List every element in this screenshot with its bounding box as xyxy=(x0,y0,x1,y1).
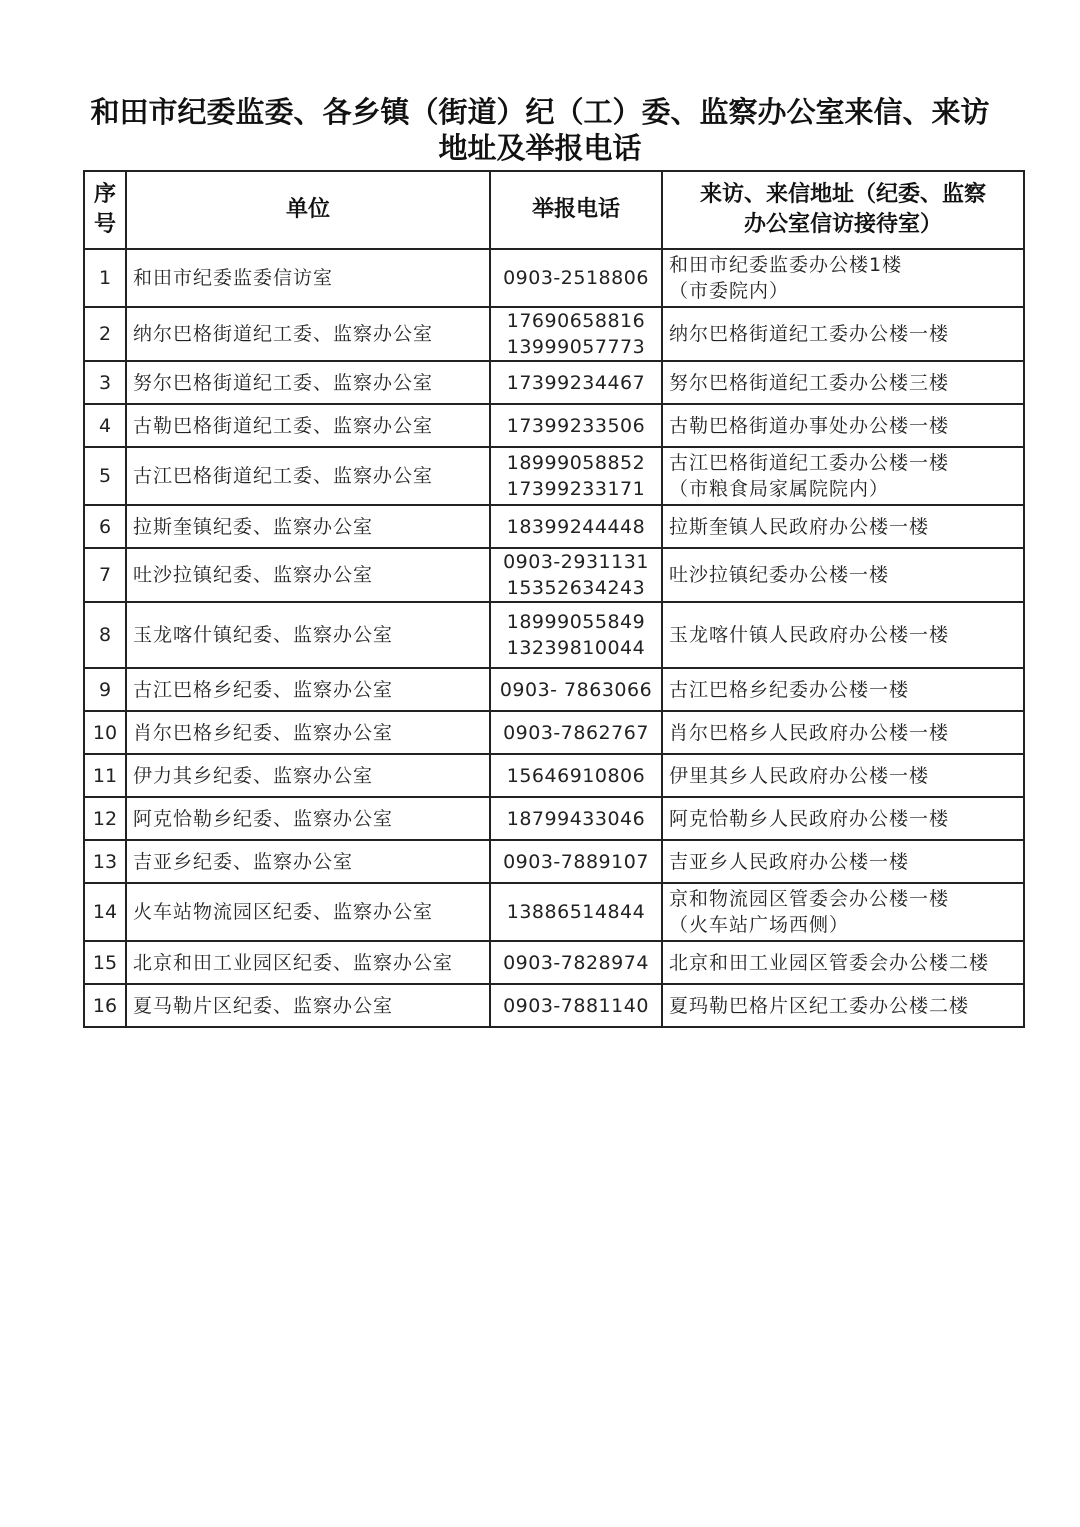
table-row xyxy=(84,602,1024,668)
cell-unit: 和田市纪委监委信访室 xyxy=(126,249,490,307)
phone-number: 0903-7828974 xyxy=(503,951,649,974)
phone-number: 15646910806 xyxy=(506,764,646,787)
table-row xyxy=(84,404,1024,447)
table-row xyxy=(84,307,1024,361)
cell-index: 9 xyxy=(84,668,126,711)
table-row xyxy=(84,754,1024,797)
cell-address xyxy=(662,602,1024,668)
phone-number: 15352634243 xyxy=(506,577,646,599)
table-row xyxy=(84,361,1024,404)
phone-number: 0903- 7863066 xyxy=(499,678,653,701)
cell-address xyxy=(662,447,1024,505)
cell-phone xyxy=(490,984,662,1027)
phone-number: 17399233171 xyxy=(506,478,646,500)
cell-index: 2 xyxy=(84,307,126,361)
cell-address xyxy=(662,883,1024,941)
cell-address xyxy=(662,249,1024,307)
cell-unit: 肖尔巴格乡纪委、监察办公室 xyxy=(126,711,490,754)
cell-address xyxy=(662,797,1024,840)
table-row xyxy=(84,668,1024,711)
cell-address xyxy=(662,668,1024,711)
cell-index: 15 xyxy=(84,941,126,984)
cell-phone xyxy=(490,941,662,984)
address-text: 古勒巴格街道办事处办公楼一楼 xyxy=(669,414,950,437)
table-row xyxy=(84,249,1024,307)
phone-number: 17399233506 xyxy=(506,414,646,437)
phone-number: 18399244448 xyxy=(506,515,646,538)
cell-unit: 北京和田工业园区纪委、监察办公室 xyxy=(126,941,490,984)
phone-number: 13239810044 xyxy=(506,637,646,659)
cell-unit: 伊力其乡纪委、监察办公室 xyxy=(126,754,490,797)
phone-number: 17690658816 xyxy=(506,310,646,332)
address-text: 纳尔巴格街道纪工委办公楼一楼 xyxy=(669,323,950,345)
phone-number: 17399234467 xyxy=(506,371,646,394)
address-text: 古江巴格乡纪委办公楼一楼 xyxy=(669,678,910,701)
table-body xyxy=(84,249,1024,1027)
address-text: 北京和田工业园区管委会办公楼二楼 xyxy=(669,951,990,974)
cell-index: 16 xyxy=(84,984,126,1027)
phone-number: 13999057773 xyxy=(506,336,646,358)
cell-unit: 吐沙拉镇纪委、监察办公室 xyxy=(126,548,490,602)
address-text: 伊里其乡人民政府办公楼一楼 xyxy=(669,764,930,787)
table-row xyxy=(84,984,1024,1027)
table-row xyxy=(84,548,1024,602)
cell-phone xyxy=(490,883,662,941)
cell-unit: 努尔巴格街道纪工委、监察办公室 xyxy=(126,361,490,404)
address-text: 肖尔巴格乡人民政府办公楼一楼 xyxy=(669,721,950,744)
cell-index: 1 xyxy=(84,249,126,307)
cell-phone xyxy=(490,548,662,602)
cell-phone xyxy=(490,711,662,754)
cell-phone xyxy=(490,447,662,505)
cell-index: 10 xyxy=(84,711,126,754)
phone-number: 0903-7889107 xyxy=(503,850,649,873)
cell-unit: 吉亚乡纪委、监察办公室 xyxy=(126,840,490,883)
phone-number: 18999058852 xyxy=(506,452,646,474)
table-row xyxy=(84,505,1024,548)
cell-address xyxy=(662,404,1024,447)
table-row xyxy=(84,883,1024,941)
address-text: 和田市纪委监委办公楼1楼 （市委院内） xyxy=(669,254,903,302)
cell-index: 3 xyxy=(84,361,126,404)
cell-unit: 纳尔巴格街道纪工委、监察办公室 xyxy=(126,307,490,361)
cell-phone xyxy=(490,668,662,711)
cell-unit: 古勒巴格街道纪工委、监察办公室 xyxy=(126,404,490,447)
table-row xyxy=(84,711,1024,754)
phone-number: 0903-7862767 xyxy=(503,721,649,744)
cell-phone xyxy=(490,505,662,548)
address-text: 吉亚乡人民政府办公楼一楼 xyxy=(669,850,910,873)
cell-index: 4 xyxy=(84,404,126,447)
phone-number: 18799433046 xyxy=(506,807,646,830)
cell-index: 7 xyxy=(84,548,126,602)
cell-unit: 古江巴格乡纪委、监察办公室 xyxy=(126,668,490,711)
cell-unit: 古江巴格街道纪工委、监察办公室 xyxy=(126,447,490,505)
page-title-line-1: 和田市纪委监委、各乡镇（街道）纪（工）委、监察办公室来信、来访 xyxy=(90,95,990,129)
table-row xyxy=(84,797,1024,840)
cell-phone xyxy=(490,797,662,840)
cell-address xyxy=(662,361,1024,404)
cell-unit: 火车站物流园区纪委、监察办公室 xyxy=(126,883,490,941)
cell-address xyxy=(662,711,1024,754)
phone-number: 0903-2931131 xyxy=(503,551,649,573)
cell-unit: 玉龙喀什镇纪委、监察办公室 xyxy=(126,602,490,668)
page-title-line-2: 地址及举报电话 xyxy=(438,131,642,165)
header-index-label: 序 号 xyxy=(93,182,116,237)
phone-number: 13886514844 xyxy=(506,901,646,923)
cell-phone xyxy=(490,307,662,361)
table-row xyxy=(84,447,1024,505)
header-index xyxy=(84,171,126,249)
address-text: 吐沙拉镇纪委办公楼一楼 xyxy=(669,564,890,586)
phone-number: 0903-7881140 xyxy=(503,994,649,1017)
cell-phone xyxy=(490,602,662,668)
cell-address xyxy=(662,307,1024,361)
header-phone: 举报电话 xyxy=(490,171,662,249)
header-address-label: 来访、来信地址（纪委、监察 办公室信访接待室） xyxy=(699,182,986,237)
address-text: 玉龙喀什镇人民政府办公楼一楼 xyxy=(669,624,950,646)
header-unit: 单位 xyxy=(126,171,490,249)
address-text: 努尔巴格街道纪工委办公楼三楼 xyxy=(669,371,950,394)
cell-address xyxy=(662,548,1024,602)
cell-phone xyxy=(490,404,662,447)
cell-phone xyxy=(490,249,662,307)
cell-address xyxy=(662,984,1024,1027)
table-row xyxy=(84,840,1024,883)
cell-address xyxy=(662,754,1024,797)
cell-index: 14 xyxy=(84,883,126,941)
address-text: 拉斯奎镇人民政府办公楼一楼 xyxy=(669,515,930,538)
cell-index: 5 xyxy=(84,447,126,505)
cell-unit: 阿克恰勒乡纪委、监察办公室 xyxy=(126,797,490,840)
cell-unit: 夏马勒片区纪委、监察办公室 xyxy=(126,984,490,1027)
table-header-row xyxy=(84,171,1024,249)
address-text: 京和物流园区管委会办公楼一楼 （火车站广场西侧） xyxy=(669,888,950,936)
cell-address xyxy=(662,840,1024,883)
cell-phone xyxy=(490,361,662,404)
phone-number: 0903-2518806 xyxy=(503,267,649,289)
cell-address xyxy=(662,505,1024,548)
header-address xyxy=(662,171,1024,249)
table-row xyxy=(84,941,1024,984)
address-text: 古江巴格街道纪工委办公楼一楼 （市粮食局家属院院内） xyxy=(669,452,950,500)
cell-index: 11 xyxy=(84,754,126,797)
cell-unit: 拉斯奎镇纪委、监察办公室 xyxy=(126,505,490,548)
address-text: 夏玛勒巴格片区纪工委办公楼二楼 xyxy=(669,994,970,1017)
cell-phone xyxy=(490,754,662,797)
contact-table xyxy=(83,170,1025,1028)
cell-index: 8 xyxy=(84,602,126,668)
address-text: 阿克恰勒乡人民政府办公楼一楼 xyxy=(669,807,950,830)
cell-index: 13 xyxy=(84,840,126,883)
cell-index: 6 xyxy=(84,505,126,548)
phone-number: 18999055849 xyxy=(506,611,646,633)
cell-phone xyxy=(490,840,662,883)
cell-index: 12 xyxy=(84,797,126,840)
cell-address xyxy=(662,941,1024,984)
